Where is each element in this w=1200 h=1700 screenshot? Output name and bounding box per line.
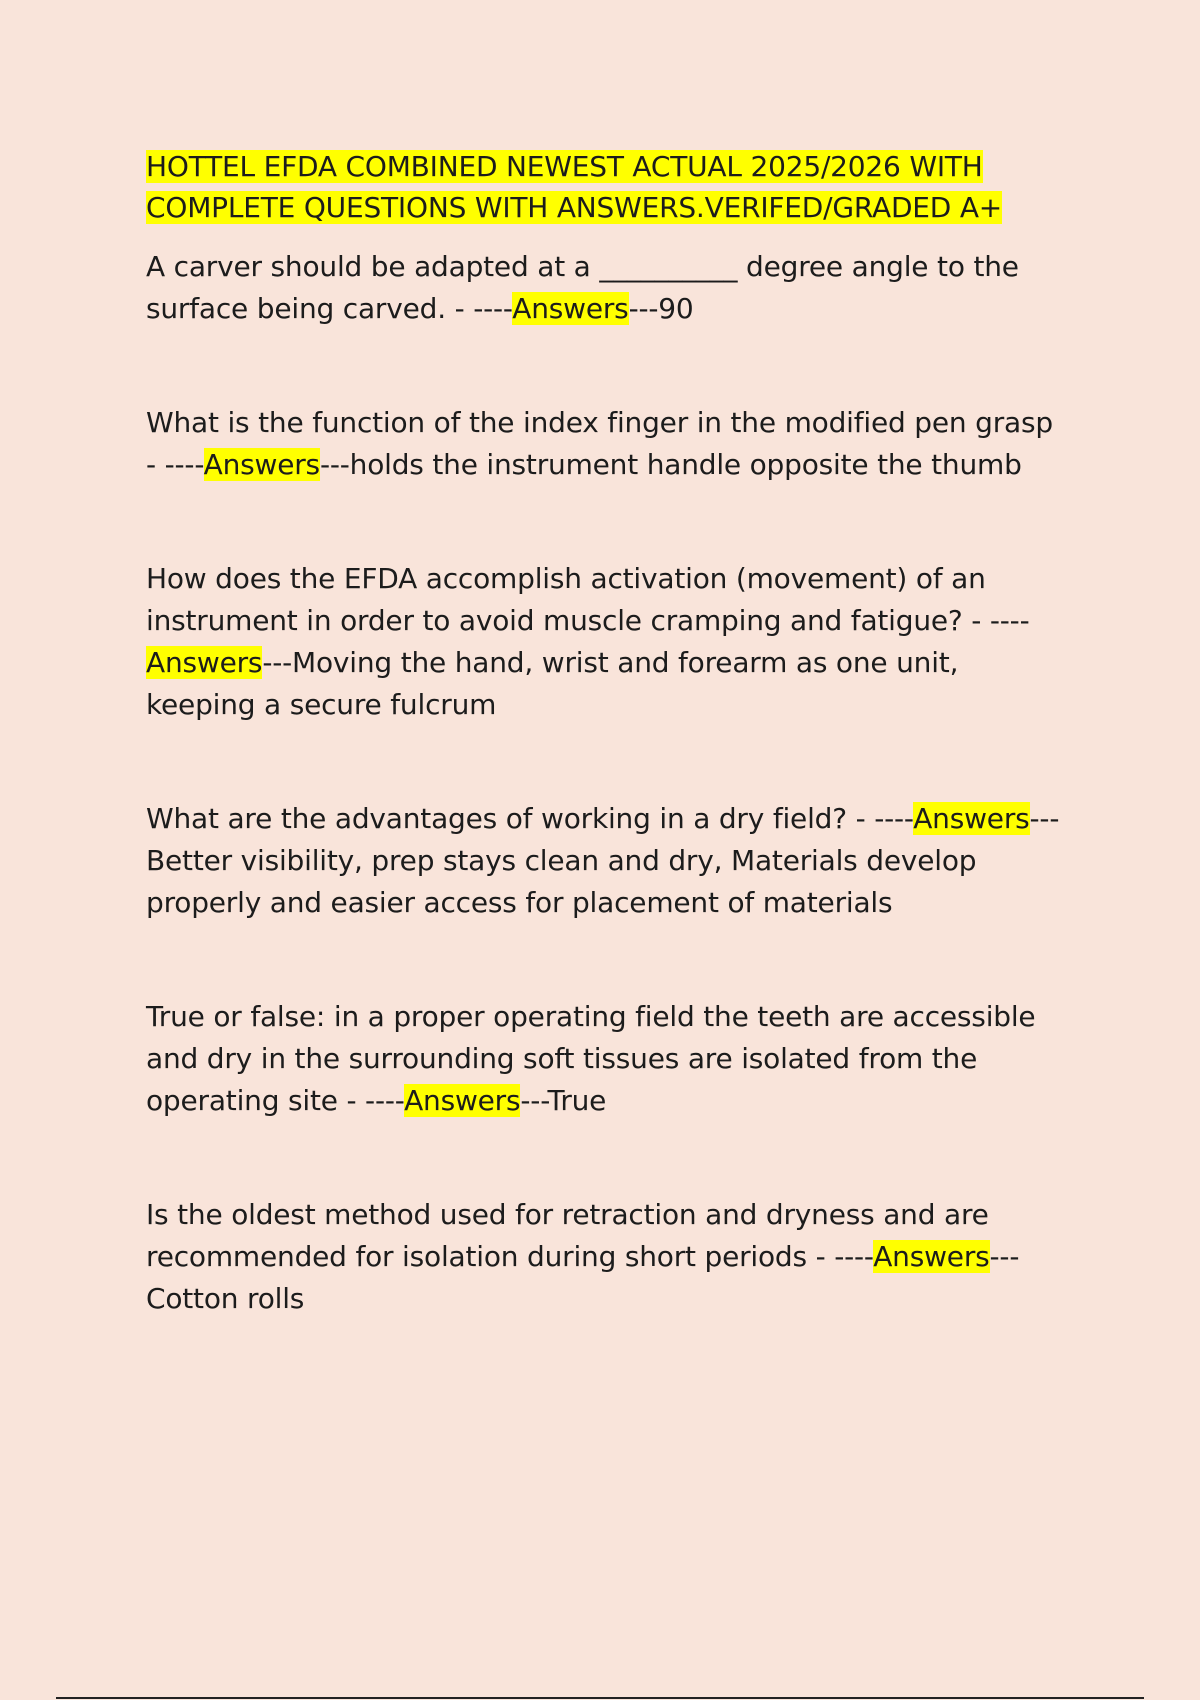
qa-item-4 [146,798,1066,924]
qa-item-1 [146,246,1066,330]
answers-marker: Answers [873,1240,990,1273]
answers-marker: Answers [913,802,1030,835]
question-text: What is the function of the index finger in the modified pen grasp - ---- [146,406,1053,481]
answers-marker: Answers [404,1084,521,1117]
qa-item-5 [146,996,1066,1122]
title-line-1: HOTTEL EFDA COMBINED NEWEST ACTUAL 2025/2026 WITH [146,150,983,183]
document-page [146,146,1066,1320]
question-text: A carver should be adapted at a __________ degree angle to the surface being carved. - ---- [146,250,1019,325]
answer-text: ---Moving the hand, wrist and forearm as one unit, keeping a secure fulcrum [146,646,959,721]
qa-item-3 [146,558,1066,726]
answer-text: ---True [520,1084,607,1117]
answers-marker: Answers [146,646,263,679]
answer-text: ---holds the instrument handle opposite the thumb [319,448,1022,481]
question-text: What are the advantages of working in a dry field? - ---- [146,802,914,835]
bottom-divider [56,1697,1144,1699]
document-title [146,146,1066,228]
answers-marker: Answers [203,448,320,481]
answer-text: ---Cotton rolls [146,1240,1020,1315]
question-text: True or false: in a proper operating field the teeth are accessible and dry in the surrounding soft tissues are isolated from the operating site - ---- [146,1000,1036,1117]
answer-text: ---90 [628,292,694,325]
qa-item-6 [146,1194,1066,1320]
question-text: How does the EFDA accomplish activation (movement) of an instrument in order to avoid muscle cramping and fatigue? - ---- [146,562,1029,637]
qa-item-2 [146,402,1066,486]
question-text: Is the oldest method used for retraction and dryness and are recommended for isolation during short periods - ---- [146,1198,989,1273]
title-line-2: COMPLETE QUESTIONS WITH ANSWERS.VERIFED/GRADED A+ [146,191,1003,224]
answers-marker: Answers [512,292,629,325]
answer-text: ---Better visibility, prep stays clean and dry, Materials develop properly and easier access for placement of materials [146,802,1060,919]
